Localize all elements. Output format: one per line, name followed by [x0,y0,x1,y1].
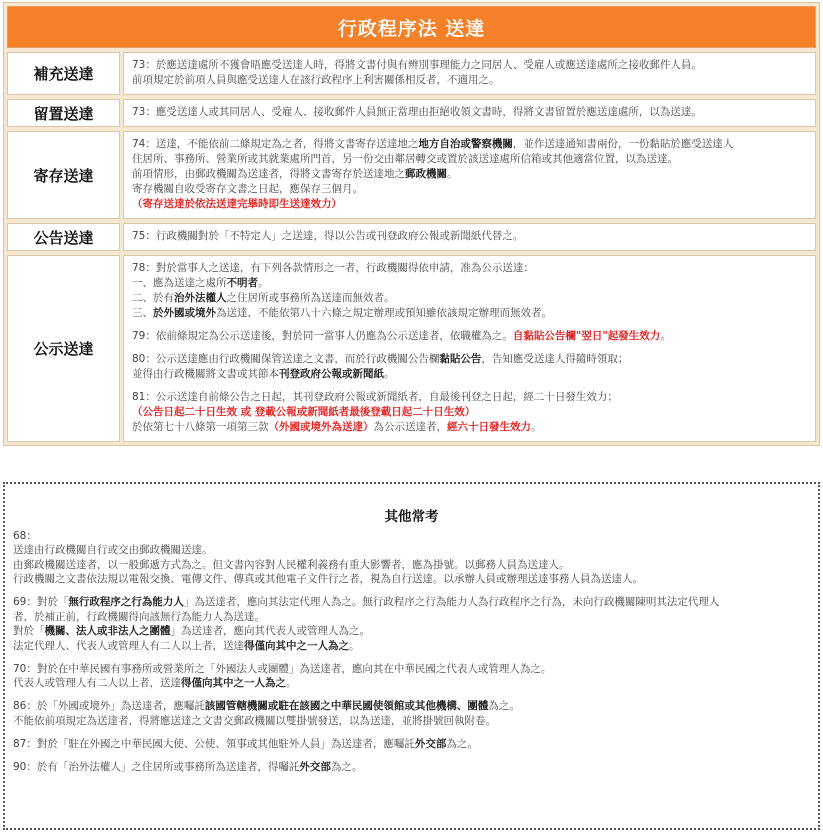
notes-box [3,482,820,830]
text-run: 法定代理人、代表人或管理人有二人以上者，送達 [13,639,244,652]
bold-text: 得僅向其中之一人為之 [244,639,349,652]
text-run: 代表人或管理人有二人以上者，送達 [13,677,181,689]
text-run: 。 [447,168,458,180]
text-run: 90：於有「治外法權人」之住居所或事務所為送達者，得囑託 [13,760,300,773]
highlight-text: 自黏貼公告欄"翌日"起發生效力 [512,330,661,342]
section-line [132,182,807,197]
paragraph-gap [13,587,810,596]
bold-text: 外交部 [299,760,331,773]
paragraph-gap [132,382,807,390]
text-run: ，告知應受送達人得隨時領取； [481,353,629,365]
text-run: 住居所、事務所、營業所或其就業處所門首，另一份交由鄰居轉交或置於該送達處所信箱或其他適當位置，以為送達。 [132,153,678,165]
text-run: 於依第七十八條第一項第三款 [132,421,269,433]
text-run: 。 [531,421,542,433]
paragraph-gap [13,691,810,700]
text-run: 之住居所或事務所為送達而無效者。 [226,292,395,304]
sections-container [7,52,816,442]
bold-text: 治外法權人 [174,292,227,304]
text-run: 一、應為送達之處所 [132,277,227,289]
section-line [132,420,807,435]
text-run: 68： [13,529,37,542]
section-line [132,137,807,152]
note-line [13,760,810,775]
title-bar [7,6,816,48]
text-run: 者，於補正前，行政機關得向該無行為能力人為送達。 [13,610,265,623]
note-line [13,558,810,573]
note-line [13,699,810,714]
text-run: 為之。 [330,760,363,773]
text-run: 74：送達，不能依前二條規定為之者，得將文書寄存送達地之 [132,138,419,150]
paragraph-gap [132,321,807,329]
bold-text: 不明者 [226,277,258,289]
text-run: 。 [286,677,297,689]
text-run: 87：對於「駐在外國之中華民國大使、公使、領事或其他駐外人員」為送達者，應囑託 [13,737,415,750]
section-heading: 公告送達 [7,223,120,251]
paragraph-gap [132,344,807,352]
section-line [132,390,807,405]
text-run: 79：依前條規定為公示送達後，對於同一當事人仍應為公示送達者，依職權為之。 [132,330,513,342]
text-run: 86：於「外國或境外」為送達者，應囑託 [13,700,205,712]
bold-text: 機關、法人或非法人之團體 [44,625,171,637]
text-run: 69：對於「 [13,596,69,608]
text-run: 並得由行政機關將文書或其節本 [132,368,279,380]
text-run: 不能依前項規定為送達者，得將應送達之文書交郵政機關以雙掛號發送，以為送達，並將掛號回執附卷。 [13,714,496,727]
bold-text: 郵政機關 [405,168,447,180]
note-line [13,595,810,610]
note-line [13,572,810,587]
bold-text: 刊登政府公報或新聞紙 [279,368,384,380]
text-run: 三、 [132,307,153,319]
text-run: 二、於有 [132,292,174,304]
highlight-text: （寄存送達於依法送達完畢時即生送達效力） [132,198,342,210]
highlight-text: 經六十日發生效力 [447,421,531,433]
text-run: ，並作送達通知書兩份，一份黏貼於應受送達人 [512,138,734,150]
section-line [132,261,807,276]
text-run: 78：對於當事人之送達，有下列各款情形之一者，行政機關得依申請，准為公示送達： [132,262,534,274]
page-title: 行政程序法 送達 [337,17,486,40]
bold-text: 得僅向其中之一人為之 [181,677,286,689]
text-run: 。 [349,639,360,652]
section-heading: 補充送達 [7,52,120,95]
notes-title: 其他常考 [384,509,439,525]
text-run: 由郵政機關送達者，以一般郵遞方式為之。但文書內容對人民權利義務有重大影響者，應為掛號。以郵務人員為送達人。 [13,558,570,571]
text-run: 。 [660,330,671,342]
section-row [7,255,816,442]
text-run: 為公示送達者， [373,421,447,433]
text-run: 75：行政機關對於「不特定人」之送達，得以公告或刊登政府公報或新聞紙代替之。 [132,230,524,242]
section-line [132,73,807,88]
section-body [123,99,816,127]
section-line [132,329,807,344]
note-line [13,676,810,691]
bold-text: 該國管轄機關或駐在該國之中華民國使領館或其他機構、團體 [204,700,489,712]
text-run: 為之。 [488,700,520,712]
note-line [13,543,810,558]
section-line [132,167,807,182]
section-line [132,367,807,382]
text-run: 」為送達者，應向其法定代理人為之。無行政程序之行為能力人為行政程序之行為，未向行政機關陳明其法定代理人 [183,596,720,608]
section-row [7,131,816,219]
text-run: 73：於應送達處所不獲會晤應受送達人時，得將文書付與有辨別事理能力之同居人、受雇人或應送達處所之接收郵件人員。 [132,59,702,71]
section-line [132,352,807,367]
summary-table [3,2,820,446]
text-run: 。 [384,368,395,380]
text-run: 對於「 [13,625,45,637]
text-run: 80：公示送達應由行政機關保管送達之文書，而於行政機關公告欄 [132,353,440,365]
text-run: 70：對於在中華民國有事務所或營業所之「外國法人或團體」為送達者，應向其在中華民國之代表人或管理人為之。 [13,662,552,675]
notes-body [13,529,810,775]
text-run: 送達由行政機關自行或交由郵政機關送達。 [13,544,213,556]
highlight-text: （外國或境外為送達） [268,421,374,433]
section-line [132,306,807,321]
section-body [123,255,816,442]
note-line [13,737,810,752]
section-line [132,229,807,244]
section-body [123,131,816,219]
text-run: 。 [258,277,269,289]
text-run: 為送達，不能依第八十六條之規定辦理或預知雖依該規定辦理而無效者。 [216,307,552,319]
text-run: 前項規定於前項人員與應受送達人在該行政程序上利害關係相反者，不適用之。 [132,74,500,86]
section-line [132,58,807,73]
note-line [13,624,810,639]
text-run: 前項情形，由郵政機關為送達者，得將文書寄存於送達地之 [132,168,405,180]
section-line [132,276,807,291]
bold-text: 黏貼公告 [439,353,482,365]
note-line [13,639,810,654]
text-run: 81：公示送達自前條公告之日起，其刊登政府公報或新聞紙者，自最後刊登之日起，經二十日發生效力； [132,391,618,403]
section-row [7,99,816,127]
text-run: 為之。 [446,737,478,750]
section-row [7,52,816,95]
bold-text: 無行政程序之行為能力人 [68,596,184,608]
section-line [132,291,807,306]
paragraph-gap [13,653,810,662]
bold-text: 外交部 [414,737,447,750]
section-body [123,52,816,95]
text-run: 寄存機關自收受寄存文書之日起，應保存三個月。 [132,183,363,195]
text-run: 73：應受送達人或其同居人、受雇人、接收郵件人員無正當理由拒絕收領文書時，得將文書留置於應送達處所，以為送達。 [132,106,702,118]
section-heading: 公示送達 [7,255,120,442]
section-line [132,405,807,420]
bold-text: 地方自治或警察機關 [418,138,513,150]
text-run: 」為送達者，應向其代表人或管理人為之。 [170,625,370,637]
section-heading: 寄存送達 [7,131,120,219]
section-line [132,152,807,167]
note-line [13,529,810,544]
note-line [13,714,810,729]
text-run: 行政機關之文書依法規以電報交換、電傳文件、傳真或其他電子文件行之者，視為自行送達。以承辦人員或辦理送達事務人員為送達人。 [13,573,643,585]
section-heading: 留置送達 [7,99,120,127]
paragraph-gap [13,751,810,760]
section-row [7,223,816,251]
paragraph-gap [13,728,810,737]
section-line [132,105,807,120]
section-body [123,223,816,251]
section-line [132,197,807,212]
bold-text: 於外國或境外 [153,307,216,319]
highlight-text: （公告日起二十日生效 或 登載公報或新聞紙者最後登載日起二十日生效） [132,406,476,418]
note-line [13,662,810,677]
note-line [13,610,810,625]
